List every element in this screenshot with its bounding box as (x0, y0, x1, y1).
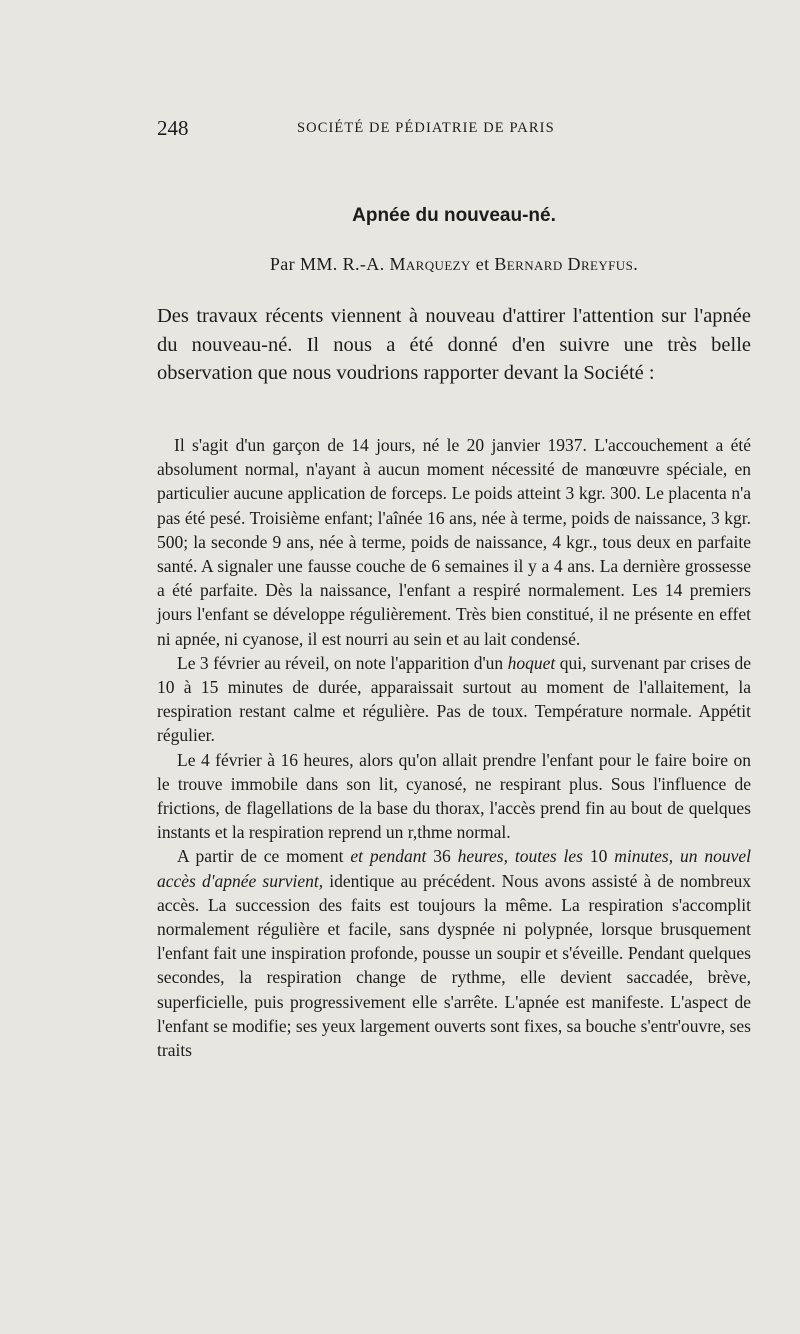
text-run: A partir de ce moment (177, 846, 351, 867)
observation-body (157, 433, 751, 1062)
body-paragraph (157, 844, 751, 1062)
authors-prefix: Par MM. (269, 254, 343, 274)
text-run: Le 3 février au réveil, on note l'apparition d'un (177, 652, 508, 673)
author-name: Bernard Dreyfus (494, 254, 634, 274)
article-title: Apnée du nouveau-né. (352, 205, 556, 226)
italic-text: hoquet (507, 652, 556, 673)
body-paragraph: Le 4 février à 16 heures, alors qu'on allait prendre l'enfant pour le faire boire on le trouve immobile dans son lit, cyanosé, ne respirant plus. Sous l'influence de frictions, de flagellations de la base du thorax, l'accès prend fin au bout de quelques instants et la respiration reprend un r,thme normal. (157, 749, 751, 843)
text-run: 36 (426, 846, 458, 867)
authors-end: . (633, 254, 639, 274)
italic-text: minutes, un nouvel accès d'apnée survient, (157, 846, 752, 891)
authors-join: et (470, 254, 495, 274)
body-paragraph: Il s'agit d'un garçon de 14 jours, né le 20 janvier 1937. L'accouchement a été absolument normal, n'ayant à aucun moment nécessité de manœuvre spéciale, en particulier aucune application de forceps. Le poids atteint 3 kgr. 300. Le placenta n'a pas été pesé. Troisième enfant; l'aînée 16 ans, née à terme, poids de naissance, 3 kgr. 500; la seconde 9 ans, née à terme, poids de naissance, 4 kgr., tous deux en parfaite santé. A signaler une fausse couche de 6 semaines il y a 4 ans. La dernière grossesse a été parfaite. Dès la naissance, l'enfant a respiré normalement. Les 14 premiers jours l'enfant se développe régulièrement. Très bien constitué, il ne présente en effet ni apnée, ni cyanose, il est nourri au sein et au lait condensé. (157, 435, 751, 649)
body-paragraph (157, 651, 751, 748)
italic-text: et pendant (350, 846, 427, 867)
article-authors (157, 254, 751, 275)
author-name: R.-A. Marquezy (342, 254, 471, 274)
running-head: SOCIÉTÉ DE PÉDIATRIE DE PARIS (297, 120, 555, 136)
intro-paragraph: Des travaux récents viennent à nouveau d'attirer l'attention sur l'apnée du nouveau-né. Il nous a été donné d'en suivre une très belle observation que nous voudrions rapporter devant la Société : (157, 305, 751, 385)
page-header (157, 116, 751, 146)
italic-text: heures, toutes les (457, 846, 583, 867)
text-run: 10 (583, 846, 615, 867)
page-number: 248 (157, 116, 189, 140)
text-run: identique au précédent. Nous avons assisté à de nombreux accès. La succession des faits est toujours la même. La respiration s'accomplit normalement régulière et facile, sans dyspnée ni polypnée, lorsque brusquement l'enfant fait une inspiration profonde, pousse un soupir et s'éveille. Pendant quelques secondes, la respiration change de rythme, elle devient saccadée, brève, superficielle, puis progressivement elle s'arrête. L'apnée est manifeste. L'aspect de l'enfant se modifie; ses yeux largement ouverts sont fixes, sa bouche s'entr'ouvre, ses traits (157, 870, 751, 1061)
text-run: qui, survenant par crises de 10 à 15 minutes de durée, apparaissait surtout au moment de l'allaitement, la respiration restant calme et régulière. Pas de toux. Température normale. Appétit régulier. (157, 652, 751, 746)
